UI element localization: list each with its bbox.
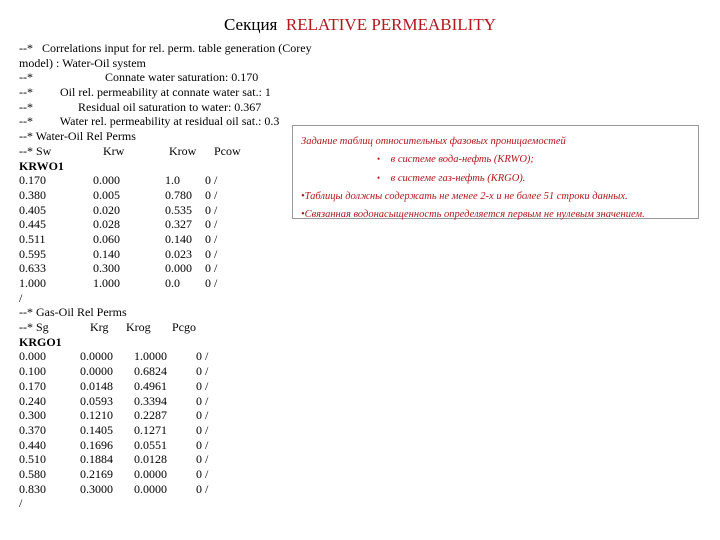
water-oil-table — [19, 173, 319, 291]
table-cell: 0.0 — [165, 276, 180, 290]
table-cell: 0 / — [196, 481, 209, 496]
note-paragraph: •Связанная водонасыщенность определяется первым не нулевым значением. — [301, 209, 645, 220]
table-cell: 0 / — [205, 261, 218, 276]
note-item — [377, 169, 525, 188]
table-cell: 0 / — [196, 408, 209, 423]
table-row — [19, 379, 319, 394]
table-cell: 0.2169 — [80, 466, 113, 481]
table-row — [19, 482, 319, 497]
note-item-text: в системе вода-нефть (KRWO); — [390, 154, 534, 165]
comment-line: --* Gas-Oil Rel Perms — [19, 305, 127, 320]
table-cell: 0.000 — [19, 349, 46, 364]
bullet-icon: • — [377, 173, 381, 183]
table-cell: 0.380 — [19, 187, 46, 202]
table-cell: 0.140 — [165, 231, 192, 246]
table-cell: 0.327 — [165, 217, 192, 232]
table-row — [19, 276, 319, 291]
table-cell: 0.005 — [93, 187, 120, 202]
table-cell: 1.000 — [93, 276, 120, 290]
table-cell: 0.140 — [93, 246, 120, 261]
title-highlight: RELATIVE PERMEABILITY — [285, 15, 496, 34]
table-cell: 0 / — [196, 364, 209, 379]
table-cell: 0.6824 — [134, 364, 167, 379]
table-cell: 0 / — [205, 187, 218, 202]
table-row — [19, 349, 319, 364]
table-row — [19, 423, 319, 438]
table-terminator: / — [19, 290, 23, 305]
column-header-cell: --* Sg — [19, 320, 49, 335]
column-header-cell: Krog — [126, 320, 151, 335]
krgo-keyword: KRGO1 — [19, 334, 62, 349]
note-box — [292, 125, 699, 219]
table-cell: 0.300 — [93, 261, 120, 276]
table-row — [19, 261, 319, 276]
table-cell: 0.370 — [19, 422, 46, 437]
gas-oil-table — [19, 349, 319, 496]
table-cell: 0.405 — [19, 202, 46, 217]
table-cell: 0.1405 — [80, 422, 113, 437]
table-cell: 0.1696 — [80, 437, 113, 452]
table-cell: 0 / — [196, 437, 209, 452]
table-row — [19, 467, 319, 482]
comment-line: --* Connate water saturation: 0.170 — [19, 70, 259, 85]
table-cell: 0.170 — [19, 378, 46, 393]
table-cell: 0.535 — [165, 202, 192, 217]
column-header-cell: Krw — [103, 143, 125, 158]
table-cell: 0 / — [196, 393, 209, 408]
note-item-text: в системе газ-нефть (KRGO). — [390, 173, 526, 184]
bullet-icon: • — [377, 154, 381, 164]
table-cell: 1.000 — [19, 276, 46, 290]
comment-line: --* Water rel. permeability at residual oil sat.: 0.3 — [19, 114, 280, 129]
table-cell: 0.1210 — [80, 408, 113, 423]
table-cell: 0.000 — [165, 261, 192, 276]
table-cell: 0.0148 — [80, 378, 113, 393]
comment-line: --* Correlations input for rel. perm. table generation (Corey — [19, 41, 312, 55]
column-header-cell: Krow — [169, 143, 197, 158]
table-cell: 0.020 — [93, 202, 120, 217]
note-heading: Задание таблиц относительных фазовых проницаемостей — [301, 136, 566, 147]
table-cell: 0 / — [205, 276, 218, 290]
table-cell: 0.240 — [19, 393, 46, 408]
table-cell: 0.100 — [19, 364, 46, 379]
comment-line: --* Oil rel. permeability at connate water sat.: 1 — [19, 85, 271, 100]
table-cell: 0.511 — [19, 231, 46, 246]
table-cell: 0.830 — [19, 481, 46, 496]
table-cell: 0.000 — [93, 173, 120, 188]
table-cell: 0 / — [196, 422, 209, 437]
table-cell: 0.1884 — [80, 452, 113, 467]
table-cell: 0 / — [205, 231, 218, 246]
table-cell: 0.300 — [19, 408, 46, 423]
table-cell: 0 / — [196, 378, 209, 393]
table-cell: 0.580 — [19, 466, 46, 481]
table-cell: 0.0000 — [80, 364, 113, 379]
table-cell: 0.170 — [19, 173, 46, 188]
table-cell: 0.2287 — [134, 408, 167, 423]
column-header-cell: Krg — [90, 320, 109, 335]
table-cell: 0.0551 — [134, 437, 167, 452]
table-terminator: / — [19, 496, 23, 511]
table-row — [19, 438, 319, 453]
table-cell: 0.3000 — [80, 481, 113, 496]
note-paragraph: •Таблицы должны содержать не менее 2-х и не более 51 строки данных. — [301, 191, 628, 202]
table-row — [19, 188, 319, 203]
column-header-cell: Pcow — [214, 143, 241, 158]
table-cell: 0.0000 — [134, 481, 167, 496]
krwo-keyword: KRWO1 — [19, 158, 64, 173]
table-cell: 0.060 — [93, 231, 120, 246]
table-cell: 0.028 — [93, 217, 120, 232]
table-cell: 0.1271 — [134, 422, 167, 437]
table-cell: 0 / — [205, 217, 218, 232]
table-cell: 0.0128 — [134, 452, 167, 467]
table-row — [19, 217, 319, 232]
table-row — [19, 173, 319, 188]
table-cell: 0.0000 — [134, 466, 167, 481]
comment-line: --* Water-Oil Rel Perms — [19, 129, 136, 144]
table-cell: 0 / — [196, 466, 209, 481]
keyword-listing — [19, 41, 319, 511]
column-header-cell: Pcgo — [172, 320, 196, 335]
table-cell: 0.0593 — [80, 393, 113, 408]
table-row — [19, 452, 319, 467]
table-row — [19, 408, 319, 423]
table-row — [19, 232, 319, 247]
table-cell: 0 / — [196, 349, 209, 364]
water-oil-column-header — [19, 144, 319, 159]
table-row — [19, 394, 319, 409]
column-header-cell: --* Sw — [19, 143, 52, 158]
table-row — [19, 203, 319, 218]
table-cell: 0 / — [205, 246, 218, 261]
table-cell: 0.445 — [19, 217, 46, 232]
table-cell: 0.023 — [165, 246, 192, 261]
table-cell: 0 / — [196, 452, 209, 467]
table-row — [19, 364, 319, 379]
note-item — [377, 150, 534, 169]
table-cell: 0 / — [205, 173, 218, 188]
table-cell: 0.633 — [19, 261, 46, 276]
table-cell: 1.0000 — [134, 349, 167, 364]
table-cell: 1.0 — [165, 173, 180, 188]
title-prefix: Секция — [224, 15, 278, 34]
gas-oil-column-header — [19, 320, 319, 335]
table-cell: 0 / — [205, 202, 218, 217]
comment-line: model) : Water-Oil system — [19, 55, 146, 70]
table-row — [19, 247, 319, 262]
table-cell: 0.0000 — [80, 349, 113, 364]
slide-title — [0, 15, 720, 35]
table-cell: 0.510 — [19, 452, 46, 467]
table-cell: 0.595 — [19, 246, 46, 261]
table-cell: 0.3394 — [134, 393, 167, 408]
table-cell: 0.4961 — [134, 378, 167, 393]
comment-line: --* Residual oil saturation to water: 0.367 — [19, 99, 262, 114]
table-cell: 0.440 — [19, 437, 46, 452]
table-cell: 0.780 — [165, 187, 192, 202]
